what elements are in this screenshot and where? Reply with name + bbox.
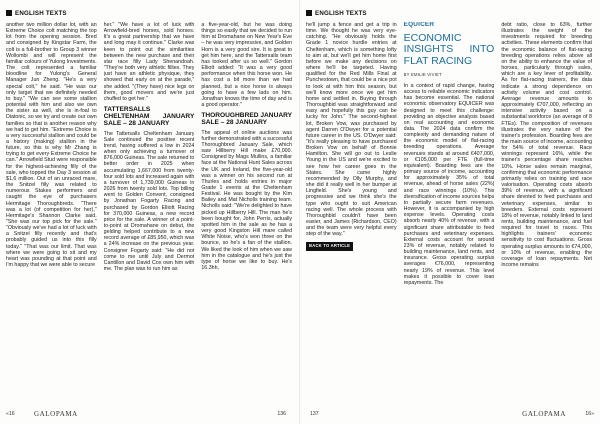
right-header: [300, 6, 600, 20]
right-column-2: [404, 22, 495, 406]
right-page: [300, 0, 600, 424]
page-number: 137: [310, 411, 319, 417]
section-label: EQUICER: [403, 22, 435, 28]
paragraph: another two million dollar lot, with an Extreme Choice colt matching the top lot from the opening session. Bred and consigned by Kingstar Farm, the colt is a full-brother to Group 3 winner Wollombi and will represent the familiar colours of Yulong Investments. The colt represented a familiar bloodline for Yulong's General Manager Jun Zheng. "He's a very special colt," he said. "He was our only target that we definitely needed to buy." "We can see some stallion potential with him and also we own the sister as well, she is in-foal to Diatonic, so we try and create our own families so that is another reason why we had to get him. "Extreme Choice is a very successful stallion and could be a history (making) stallion in the future, so this is why Mr Zhang is trying to get every Extreme Choice he can." Arrowfield Stud were responsible for the highest-achieving filly of the sale, who topped the Day 3 session at $1.6 million. Out of an unraced mare, the Snitzel filly was related to numerous Stakes performers and caught the eye of purchasers Hermitage Thoroughbreds. "There was a lot (of competition for her)," Hermitage's Shannon Clarke said. "She was our top pick for the sale." "Obviously we've had a lot of luck with a Snitzel filly recently and that's probably guided us into this filly today." "That was our limit. That was where we were going to sit and my heart was pounding at that point and I'm happy that we were able to secure: [6, 22, 97, 269]
right-column-1: [306, 22, 397, 406]
left-column-3: [201, 22, 292, 406]
back-to-article-button[interactable]: BACK TO ARTICLE: [306, 242, 353, 250]
left-header: [0, 6, 300, 20]
subheading-tattersalls: TATTERSALLS CHELTENHAM JANUARY SALE – 28 JANUARY: [103, 106, 195, 128]
header-square-icon: [6, 10, 12, 16]
magazine-logo: GALOPAMA: [34, 410, 78, 418]
subheading-thoroughbid: THOROUGHBRED JANUARY SALE – 28 JANUARY: [201, 112, 293, 127]
paragraph: The Tattersalls Cheltenham January Sale continued the positive recent trend, having suffered a low in 2024 when only achieving a turnover of 876,000 Guineas. The sale returned to better order in 2025 when accumulating 1,667,000 from twenty-four sold lots and increased again with a turnover of 1,739,000 Guineas in 2026 from twenty sold lots. Top billing went to Golden Convent, consigned by Jonathan Fogarty Racing and purchased by Gordon Elliott Racing for 370,000 Guineas, a new record price for the sale. A winner of a point-to-point at Dromahane on debut, the gelding helped contribute to a new record average of £85,950, which was a 24% increase on the previous year. Consigner Fogarty said: "He did not come to me until July and Dermot Cantillon and David Cox own him with me. The plan was to run him as: [103, 130, 195, 273]
right-header-label: ENGLISH TEXTS: [315, 9, 367, 17]
article-title: ECONOMIC INSIGHTS INTO FLAT RACING: [403, 32, 495, 67]
paragraph: The appeal of online auctions was further demonstrated with a successful Thoroughbred January Sale, which saw Hillberry Hill make £70,000. Consigned by Mags Mullins, a familiar face at the National Hunt Sales across the UK and Ireland, the five-year-old was a winner on his second run at Thurles and holds entries in major Grade 1 events at the Cheltenham Festival. He was bought by the Kim Bailey and Mat Nicholls training team. Nicholls said: "We're delighted to have picked up Hillberry Hill. The man he's been bought for, John Perris, actually spotted him in the sale as he has a very good Kingston Hill mare called White Noise, who's won three on the bounce, so he's a fan of the stallion. We liked the look of him when we saw him in the catalogue and he's just the type of horse we like to buy. He's 16.3hh,: [201, 129, 293, 272]
page-number: 136: [277, 411, 286, 417]
paragraph: In a context of rapid change, having access to reliable economic indicators has become essential. The national economic observatory EQUICER was designed to meet this challenge: providing an objective analysis based on real accounting and economic data. The 2024 data confirm the complexity and demanding nature of the economic model of flat-racing breeding operations. Average revenues stands at around €407,000, or €105,000 per FTE (full-time equivalent). Boarding fees are the primary source of income, accounting for approximately 35% of total revenue, ahead of horse sales (22%) and race winnings (10%). This diversification of income sources helps to partially secure farm revenues. However, it is accompanied by high expense levels. Operating costs absorb nearly 40% of revenue, with a significant share attributable to feed purchases and veterinary expenses. External costs account for around 23% of revenue, notably related to building maintenance, land rents, and insurance. Gross operating surplus averages €76,000, representing nearly 19% of revenue. This level makes it possible to cover loan repayments. The: [403, 82, 495, 286]
prev-page-link[interactable]: «16: [6, 411, 15, 417]
left-column-1: [6, 22, 97, 406]
next-page-link[interactable]: 16»: [585, 411, 594, 417]
left-footer: [0, 408, 300, 420]
paragraph: debt ratio, close to 63%, further illustrates the weight of the investments required for breeding activities. These elements confirm that the economic balance of flat-racing breeding operations relies above all on the ability to enhance the value of horses, particularly through sales, which are a key lever of profitability. As for flat-racing trainers, the data indicate a strong dependence on activity volume and cost control. Average revenue amounts to approximately €707,000, reflecting an intensive activity based on a substantial workforce (an average of 8 FTEs). The composition of revenues illustrates the very nature of the trainer's profession. Boarding fees are the main source of income, accounting for 54% of total revenue. Race winnings represent 16%, while the trainer's percentage share reaches 10%. Horse sales remain marginal, confirming that economic performance primarily relies on training and race valorisation. Operating costs absorb 39% of revenue, with a significant share devoted to feed purchases and veterinary expenses, similar to breeders. External costs represent 18% of revenue, notably linked to land rents, building maintenance, and fuel required for travel to races. This highlights trainers' economic sensitivity to cost fluctuations. Gross operating surplus amounts to €74,000, or 10% of revenue, enabling the coverage of loan repayments. Net income remains: [501, 22, 593, 269]
paragraph: he'll jump a fence and get a trip in time. We thought he was very eye-catching. "He obviously holds the Grade 1 novice hurdle entries at Cheltenham, which is something lofty to aim at, but we'll get him home first before we make any decisions on where he'll be targeted. Having qualified for the Red Mills Final at Punchestown, that could be a nice pot to look at with him this season, but we'll know more once we get him home and settled in. Buying through Thoroughbid was straightforward and easy and hopefully this guy can be lucky for John." The second-highest lot, Broken Vow, was purchased by agent Darren O'Dwyer for a potential future career in the US. O'Dwyer said: "It's really pleasing to have purchased Broken Vow on behalf of Bonnie Hamilton. She will go out to Leslie Young in the US and we're excited to see how her career goes in the States. She came highly recommended by Olly Murphy, and she did it really well in her bumper at Lingfield. She's young and progressive and we think she's the type who ought to suit American racing well. The whole process with Thoroughbid couldn't have been easier, and James (Richardson, CEO) and the team were very helpful every step of the way.": [306, 22, 397, 238]
right-columns: [306, 22, 592, 406]
right-footer: [300, 408, 600, 420]
left-columns: [6, 22, 292, 406]
left-header-label: ENGLISH TEXTS: [15, 9, 67, 17]
left-column-2: [104, 22, 195, 406]
paragraph: her." "We have a lot of luck with Arrowfield-bred horses, sold horses. It's a great partnership that we have and long may it continue." Clarke was keen to point out the similarities between the new purchase and their star race filly Lady Shenandoah. "They're both very athletic fillies. They just have an athletic physique, they showed that early on at the parade," she added. "(They have) nice legs on them, good movers and we're just chuffed to get her.": [103, 22, 195, 102]
byline: BY EMILIE VIVIET: [403, 71, 442, 77]
magazine-logo: GALOPAMA: [522, 410, 566, 418]
header-square-icon: [306, 10, 312, 16]
paragraph: a five-year-old, but he was doing things so easily that we decided to run him at Dromahane on New Year's Eve – he was very impressive, and Golden Horn is a very good sire. It is great to get him here, and the Tattersalls team has looked after us so well." Gordon Elliott added: "It was a very good performance when this horse won. He has cost a bit more than we had planned, but a nice horse is always going to have a few lads on him. Jonathan knows the time of day and is a good operator.": [201, 22, 293, 109]
right-column-3: [501, 22, 592, 406]
